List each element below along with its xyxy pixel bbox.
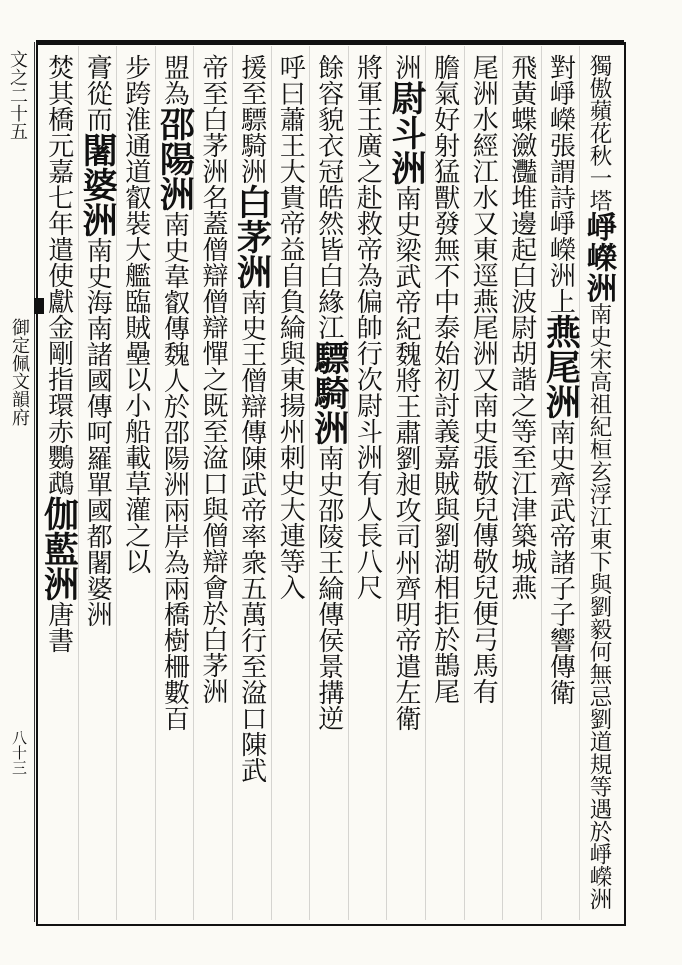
column-text: 餘容貌衣冠皓然皆白緣: [313, 54, 344, 314]
column-text: 南史宋高祖紀桓玄浮江東下與劉毅何無忌劉道規等遇於崢嶸洲: [585, 302, 612, 911]
text-column: [541, 54, 580, 705]
column-text: 將軍王廣之赴救帝為偏帥行次尉斗洲有人長八尺: [352, 54, 383, 600]
text-column: [39, 54, 78, 653]
column-text: 焚其橋: [43, 54, 74, 132]
column-rule: [271, 46, 272, 920]
column-rule: [78, 46, 79, 920]
column-text: 膽氣好射猛獸發無不中泰始初討義嘉賊與劉湖相拒於鵲尾: [429, 54, 460, 704]
column-rule: [541, 46, 542, 920]
column-text: 尾洲水經江水又東逕燕尾洲: [468, 54, 499, 366]
column-text: 江: [313, 314, 344, 340]
column-text: 援至驃騎洲: [236, 54, 267, 184]
text-column: [502, 54, 541, 600]
entry-heading: 伽藍洲: [38, 496, 80, 602]
entry-heading: 尉斗洲: [385, 80, 427, 186]
text-column: [579, 54, 618, 910]
column-text: 上: [545, 288, 576, 314]
column-rule: [232, 46, 233, 920]
text-column: [155, 54, 194, 731]
margin-top-fragment: 文之二十五: [7, 50, 28, 140]
margin-column: [0, 42, 35, 922]
entry-heading: 燕尾洲: [540, 314, 582, 420]
column-text: 唐書: [43, 601, 74, 654]
book-title: 御定佩文韻府: [9, 318, 30, 426]
column-text: 為: [159, 80, 190, 106]
column-text: 洲: [390, 54, 421, 80]
column-text: 張謂詩崢嶸洲: [545, 132, 576, 288]
column-text: 南史齊武帝諸子子響傳衛: [545, 419, 576, 706]
text-column: [193, 54, 232, 704]
column-text: 盟: [159, 54, 190, 80]
column-text: 步跨淮通道叡裝大艦臨賊壘以小船載草灌之以: [120, 54, 151, 574]
column-text: 膏從而: [82, 54, 113, 132]
entry-heading: 闍婆洲: [77, 132, 119, 238]
entry-heading: 崢嶸洲: [580, 211, 617, 303]
column-text: 呼曰蕭王大貴帝益自負: [275, 54, 306, 314]
page-number: 八十三: [10, 730, 28, 775]
text-column: [271, 54, 310, 600]
column-text: 獨傲蘋花秋: [585, 54, 612, 167]
column-text: 南史邵陵王綸傳侯景搆逆: [313, 445, 344, 732]
entry-heading: 邵陽洲: [154, 106, 196, 212]
column-text: 南史海南諸國傳呵羅單國都闍婆洲: [82, 237, 113, 628]
column-text: 南史韋叡傳魏人於邵陽洲兩岸為兩橋樹柵數百: [159, 211, 190, 732]
text-column: [348, 54, 387, 600]
entry-heading: 白茅洲: [231, 184, 273, 290]
text-column: [386, 54, 425, 731]
column-text: 綸與東揚州刺史大連等入: [275, 314, 306, 600]
column-rule: [502, 46, 503, 920]
text-column: [309, 54, 348, 731]
text-column: [232, 54, 271, 783]
column-rule: [309, 46, 310, 920]
column-rule: [348, 46, 349, 920]
column-text: 尉胡諧之等至江津築城燕: [506, 314, 537, 600]
column-text: 元嘉七年遣使獻金剛指環赤鸚鵡: [43, 132, 74, 496]
column-text: 南史王僧辯傳陳武帝率衆五萬行至湓口陳武: [236, 289, 267, 784]
text-column: [425, 54, 464, 704]
column-rule: [386, 46, 387, 920]
column-rule: [155, 46, 156, 920]
text-column: [116, 54, 155, 574]
text-column: [464, 54, 503, 704]
column-text: 名蓋僧辯僧辯憚之既至湓口與僧辯會於白茅洲: [197, 184, 228, 704]
column-text: 飛黃蝶瀲灩堆邊起白波: [506, 54, 537, 314]
column-text: 一塔: [585, 166, 612, 212]
text-column: [78, 54, 117, 627]
column-text: 南史梁武帝紀魏將王肅劉昶攻司州齊明帝遣左衛: [390, 185, 421, 732]
column-text: 對崢嶸: [545, 54, 576, 132]
column-text: 又南史張敬兒傳敬兒便弓馬有: [468, 366, 499, 704]
column-rule: [464, 46, 465, 920]
entry-heading: 驃騎洲: [308, 340, 350, 446]
column-text: 帝至白茅洲: [197, 54, 228, 184]
column-rule: [579, 46, 580, 920]
